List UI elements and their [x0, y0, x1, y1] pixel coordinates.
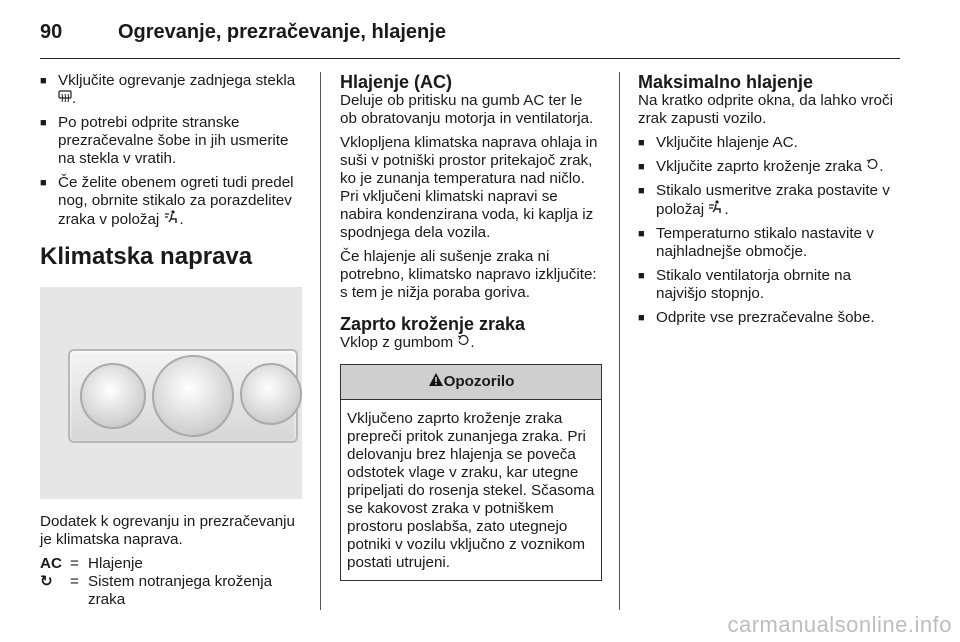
list-item-text: Stikalo ventilatorja obrnite na najvišjo stopnjo. [656, 267, 852, 302]
recirculation-icon [866, 158, 879, 176]
list-item [638, 309, 904, 327]
max-cooling-steps-list [638, 134, 904, 327]
list-item [638, 134, 904, 152]
paragraph: Na kratko odprite okna, da lahko vroči zrak zapusti vozilo. [638, 92, 893, 127]
warning-header [341, 365, 601, 400]
paragraph: Vklop z gumbom [340, 334, 454, 351]
figure-caption: Dodatek k ogrevanju in prezračevanju je klimatska naprava. [40, 513, 295, 548]
list-item-text: Po potrebi odprite stranske prezračevalne šobe in jih usmerite na stekla v vratih. [58, 114, 289, 167]
section-title: Klimatska naprava [40, 243, 253, 270]
legend-key: AC [40, 555, 62, 572]
list-item [638, 267, 904, 303]
temperature-knob [80, 363, 146, 429]
section-title-max-cooling: Maksimalno hlajenje [638, 72, 814, 92]
section-title-ac: Hlajenje (AC) [340, 72, 453, 92]
paragraph: Če hlajenje ali sušenje zraka ni potrebno, klimatsko napravo izključite: s tem je nižja poraba goriva. [340, 248, 597, 301]
list-item: ■ Vključite ogrevanje zadnjega stekla . [40, 72, 306, 108]
heating-steps-list [40, 72, 306, 229]
warning-body: Vključeno zaprto kroženje zraka prepreči pritok zunanjega zraka. Pri delovanju brez hlajenja se poveča odstotek vlage v zraku, kar utegne pripeljati do rosenja stekel. Sčasoma se kakovost zraka v potniškem prostoru poslabša, zato utegnejo potniki v vozilu vključno z voznikom postati utrujeni. [347, 410, 595, 571]
air-distribution-feet-icon [164, 210, 180, 229]
column-divider [320, 72, 321, 610]
warning-box [340, 364, 602, 581]
climate-control-panel-image [40, 287, 302, 499]
section-title-recirculation: Zaprto kroženje zraka [340, 314, 526, 334]
fan-knob [152, 355, 234, 437]
column-divider [619, 72, 620, 610]
recirculation-icon [457, 334, 470, 352]
list-item-text: Vključite zaprto kroženje zraka [656, 158, 862, 175]
legend-table [40, 555, 306, 609]
list-item-text: Odprite vse prezračevalne šobe. [656, 309, 875, 326]
warning-triangle-icon [428, 372, 444, 392]
paragraph: Vklopljena klimatska naprava ohlaja in suši v potniški prostor pritekajoč zrak, ko je zunanja temperatura nad ničlo. Pri vključeni klimatski napravi se nabira kondenzirana voda, ki kaplja iz spodnjega dela vozila. [340, 134, 598, 241]
recirculation-icon: ↻ [40, 573, 53, 590]
rear-window-heater-icon [58, 90, 72, 108]
list-item-text: Vključite ogrevanje zadnjega stekla [58, 72, 296, 89]
page-title: Ogrevanje, prezračevanje, hlajenje [118, 20, 446, 43]
watermark: carmanualsonline.info [727, 612, 952, 637]
table-row [40, 573, 306, 609]
list-item-text: Če želite obenem ogreti tudi predel nog, obrnite stikalo za porazdelitev zraka v položaj [58, 174, 294, 228]
list-item [40, 114, 306, 168]
legend-value: Hlajenje [88, 555, 143, 572]
warning-title: Opozorilo [443, 373, 515, 390]
table-row [40, 555, 306, 573]
list-item [638, 225, 904, 261]
list-item: ■ Če želite obenem ogreti tudi predel nog, obrnite stikalo za porazdelitev zraka v položaj . [40, 174, 306, 229]
column-left [40, 72, 306, 609]
header-divider [40, 58, 900, 59]
page-number: 90 [40, 20, 63, 43]
paragraph: Deluje ob pritisku na gumb AC ter le ob obratovanju motorja in ventilatorja. [340, 92, 594, 127]
list-item-text: Stikalo usmeritve zraka postavite v položaj [656, 182, 890, 218]
column-right [638, 72, 904, 333]
air-distribution-vent-icon [708, 200, 724, 219]
air-distribution-knob [240, 363, 302, 425]
legend-value: Sistem notranjega kroženja zraka [88, 573, 273, 608]
page-header [40, 10, 446, 54]
control-panel [68, 349, 298, 443]
list-item-text: Vključite hlajenje AC. [656, 134, 798, 151]
list-item: ■ Stikalo usmeritve zraka postavite v položaj . [638, 182, 904, 219]
list-item-text: Temperaturno stikalo nastavite v najhladnejše območje. [656, 225, 874, 260]
column-middle: Hlajenje (AC) Deluje ob pritisku na gumb AC ter le ob obratovanju motorja in ventilatorja. Vklopljena klimatska naprava ohlaja in suši v potniški prostor pritekajoč zrak, ko je zunanja temperatura nad ničlo. Pri vključeni klimatski napravi se nabira kondenzirana voda, ki kaplja iz spodnjega dela vozila. Če hlajenje ali sušenje zraka ni potrebno, klimatsko napravo izključite: s tem je nižja poraba goriva. Zaprto kroženje zraka Vklop z gumbom . Opozorilo Vključeno zaprto kroženje zraka prepreči pritok zunanjega zraka. Pri delovanju brez hlajenja se poveča odstotek vlage v zraku, kar utegne pripeljati do rosenja stekel. Sčasoma se kakovost zraka v potniškem prostoru poslabša, zato utegnejo potniki v vozilu vključno z voznikom postati utrujeni. [340, 72, 602, 581]
legend-equals: = [70, 573, 79, 590]
legend-equals: = [70, 555, 79, 572]
list-item: ■ Vključite zaprto kroženje zraka . [638, 158, 904, 176]
